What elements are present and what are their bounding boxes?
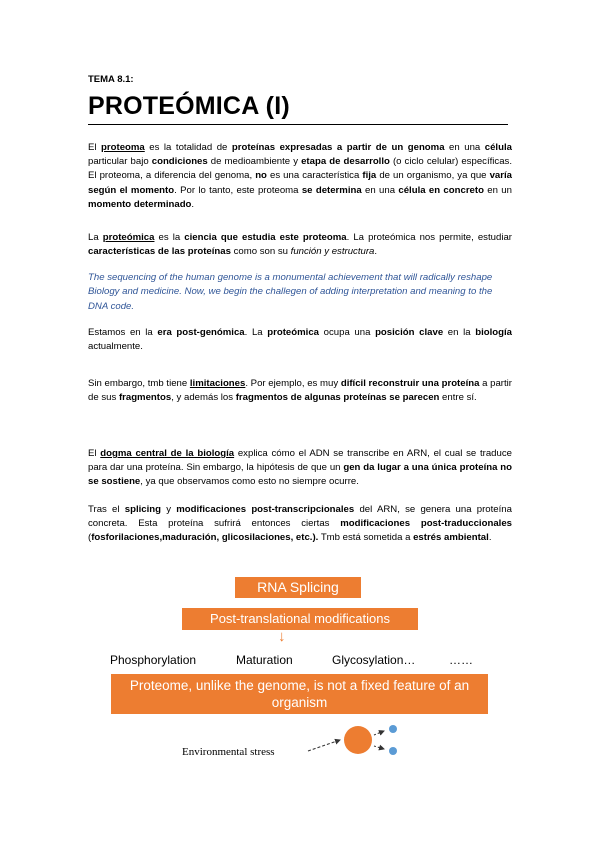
- item-glycosylation: Glycosylation…: [332, 653, 416, 667]
- item-maturation: Maturation: [236, 653, 293, 667]
- title-underline: [88, 124, 508, 125]
- post-translational-box: Post-translational modifications: [182, 608, 418, 630]
- paragraph-proteomica: La proteómica es la ciencia que estudia este proteoma. La proteómica nos permite, estudiar características de las proteínas como son su función y estructura.: [88, 232, 512, 258]
- item-ellipsis: ……: [449, 653, 473, 667]
- topic-label: TEMA 8.1:: [88, 74, 134, 85]
- paragraph-proteoma: El proteoma es la totalidad de proteínas expresadas a partir de un genoma en una célula particular bajo condiciones de medioambiente y etapa de desarrollo (o ciclo celular) específicas. El proteoma, a diferencia del genoma, no es una característica fija de un organismo, ya que varía según el momento. Por lo tanto, este proteoma se determina en una célula en concreto en un momento determinado.: [88, 142, 513, 210]
- paragraph-post-genomica: Estamos en la era post-genómica. La proteómica ocupa una posición clave en la biología actualmente.: [88, 327, 512, 353]
- paragraph-dogma: El dogma central de la biología explica cómo el ADN se transcribe en ARN, el cual se traduce para dar una proteína. Sin embargo, la hipótesis de que un gen da lugar a una única proteína no se sostiene, ya que observamos como esto no siempre ocurre.: [88, 448, 512, 488]
- paragraph-limitaciones: Sin embargo, tmb tiene limitaciones. Por ejemplo, es muy difícil reconstruir una proteína a partir de sus fragmentos, y además los fragmentos de algunas proteínas se parecen entre sí.: [88, 378, 512, 404]
- protein-circle: [344, 726, 372, 754]
- fragment-arrow-bottom: [374, 746, 384, 749]
- fragment-dot-top: [389, 725, 397, 733]
- rna-splicing-box: RNA Splicing: [235, 577, 361, 598]
- proteome-statement-box: Proteome, unlike the genome, is not a fixed feature of an organism: [111, 674, 488, 714]
- english-quote: The sequencing of the human genome is a monumental achievement that will radically reshape Biology and medicine. Now, we begin the challegen of adding interpretation and meaning to the DNA code.: [88, 272, 493, 312]
- environmental-stress-label: Environmental stress: [182, 746, 275, 758]
- stress-arrow: [308, 740, 340, 751]
- fragment-arrow-top: [374, 731, 384, 735]
- down-arrow-icon: ↓: [278, 628, 286, 645]
- page-title: PROTEÓMICA (I): [88, 92, 290, 120]
- paragraph-splicing: Tras el splicing y modificaciones post-transcripcionales del ARN, se genera una proteína concreta. Esta proteína sufrirá entonces ciertas modificaciones post-traduccionales (fosforilaciones,maduración, glicosilaciones, etc.). Tmb está sometida a estrés ambiental.: [88, 504, 512, 544]
- stress-diagram: [300, 718, 420, 768]
- fragment-dot-bottom: [389, 747, 397, 755]
- item-phosphorylation: Phosphorylation: [110, 653, 197, 667]
